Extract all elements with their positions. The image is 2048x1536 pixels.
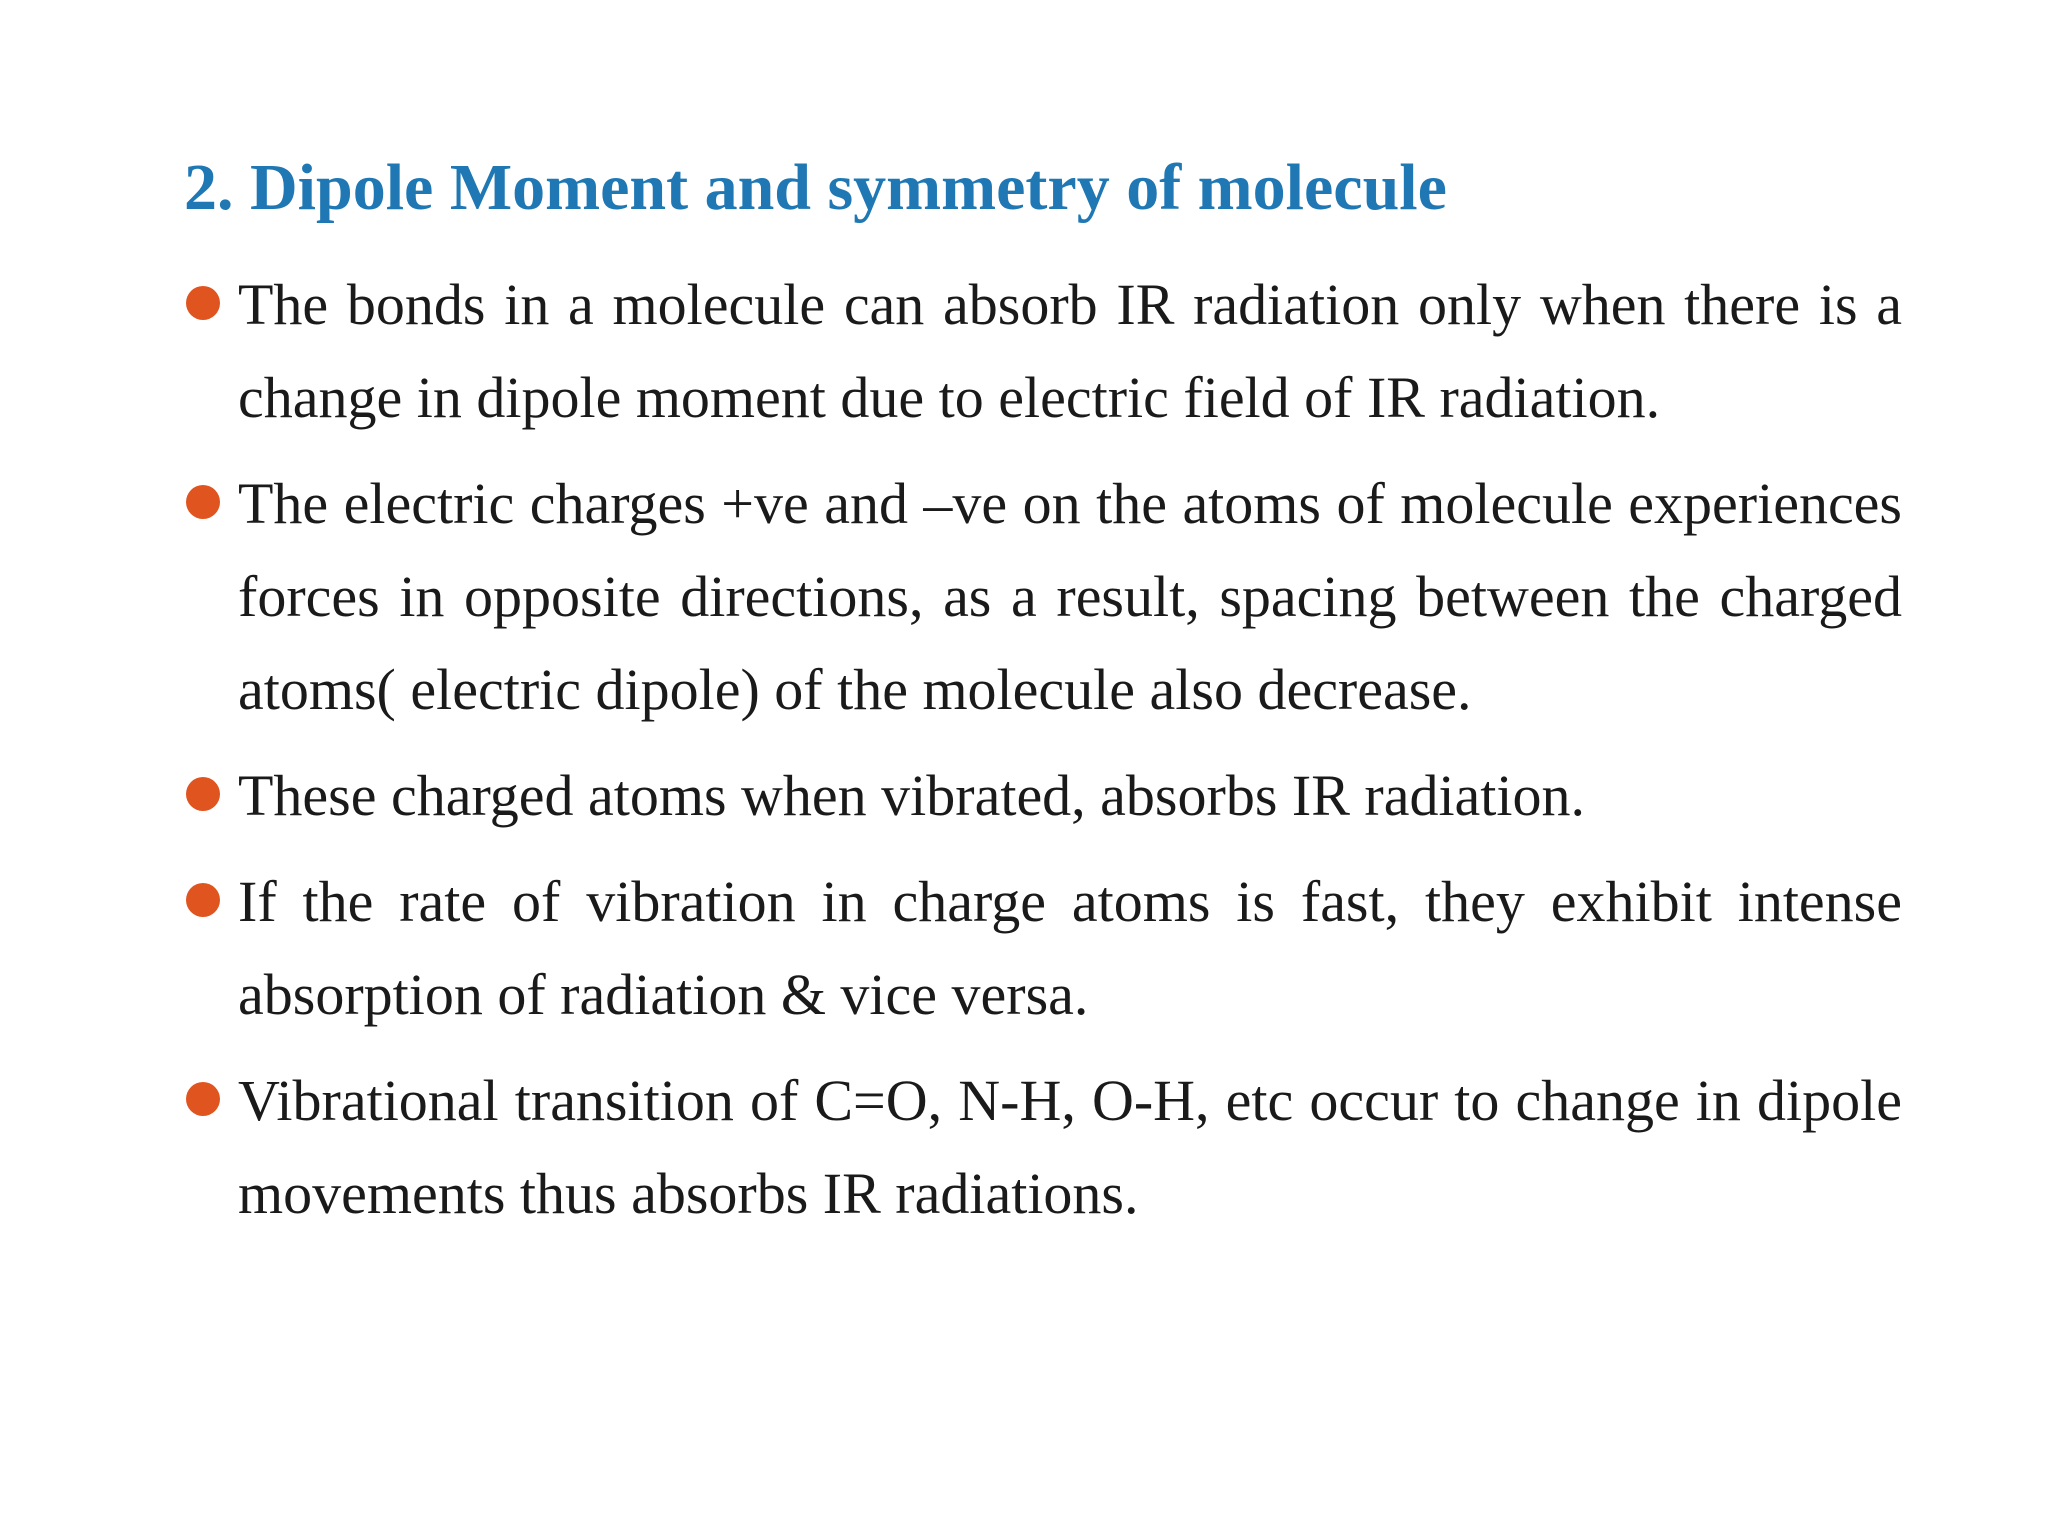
bullet-text: The electric charges +ve and –ve on the atoms of molecule experiences forces in opposite directions, as a result, spacing between the charged atoms( electric dipole) of the molecule also decrease.	[238, 471, 1902, 722]
bullet-text: Vibrational transition of C=O, N-H, O-H, etc occur to change in dipole movements thus absorbs IR radiations.	[238, 1068, 1902, 1226]
bullet-text: If the rate of vibration in charge atoms is fast, they exhibit intense absorption of radiation & vice versa.	[238, 869, 1902, 1027]
bullet-item	[186, 749, 1902, 842]
bullet-item	[186, 1054, 1902, 1240]
bullet-item	[186, 457, 1902, 736]
bullet-item	[186, 855, 1902, 1041]
slide-title: 2. Dipole Moment and symmetry of molecule	[184, 151, 1447, 224]
bullet-text: The bonds in a molecule can absorb IR radiation only when there is a change in dipole moment due to electric field of IR radiation.	[238, 272, 1902, 430]
bullet-item	[186, 258, 1902, 444]
bullet-dot-icon	[186, 883, 220, 917]
bullet-dot-icon	[186, 1082, 220, 1116]
bullet-dot-icon	[186, 485, 220, 519]
bullet-dot-icon	[186, 286, 220, 320]
bullet-text: These charged atoms when vibrated, absorbs IR radiation.	[238, 763, 1586, 828]
bullet-dot-icon	[186, 777, 220, 811]
bullet-list	[186, 258, 1902, 1240]
